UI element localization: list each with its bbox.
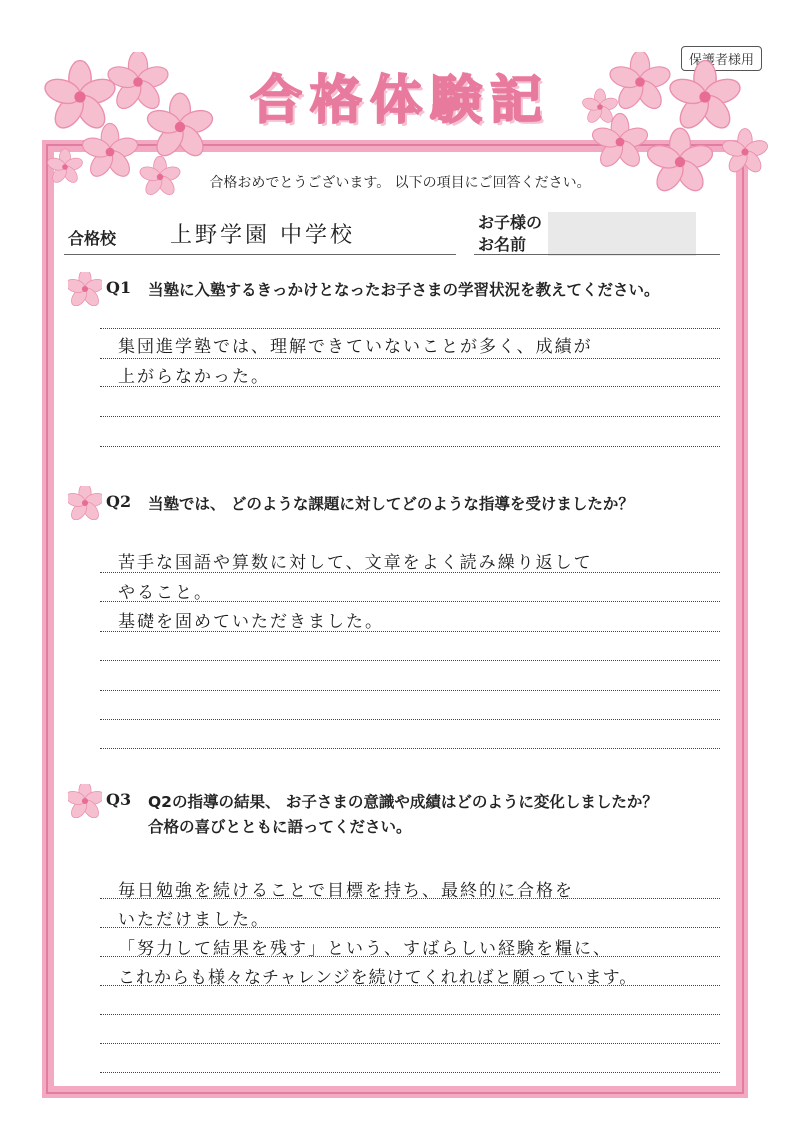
question-number: Q1	[106, 278, 132, 297]
answer-line	[100, 358, 720, 359]
guardian-badge: 保護者様用	[681, 46, 762, 71]
question-3	[72, 790, 658, 840]
answer-line	[100, 1043, 720, 1044]
blossom-bullet-icon	[68, 272, 102, 306]
answer-1-line-2: 上がらなかった。	[118, 367, 270, 387]
intro-text: 合格おめでとうございます。 以下の項目にご回答ください。	[209, 175, 591, 191]
question-text	[148, 790, 658, 840]
answer-2-line-3: 基礎を固めていただきました。	[118, 612, 384, 632]
answer-line	[100, 719, 720, 720]
answer-3-line-1: 毎日勉強を続けることで目標を持ち、最終的に合格を	[118, 881, 574, 901]
answer-line	[100, 416, 720, 417]
answer-line	[100, 1072, 720, 1073]
question-number: Q3	[106, 790, 132, 809]
question-2	[72, 492, 634, 517]
school-label: 合格校	[68, 229, 117, 248]
question-text-line-2: 合格の喜びとともに語ってください。	[148, 818, 412, 836]
answer-2-line-2: やること。	[118, 583, 213, 603]
answer-1-line-1: 集団進学塾では、理解できていないことが多く、成績が	[118, 337, 593, 357]
question-number: Q2	[106, 492, 132, 511]
blossom-bullet-icon	[68, 486, 102, 520]
question-text: 当塾に入塾するきっかけとなったお子さまの学習状況を教えてください。	[148, 281, 660, 299]
school-value: 上野学園 中学校	[170, 223, 355, 248]
question-text-line-1: Q2の指導の結果、 お子さまの意識や成績はどのように変化しましたか？	[148, 793, 658, 811]
answer-line	[100, 328, 720, 329]
child-name-redacted	[548, 212, 696, 256]
answer-3-line-4: これからも様々なチャレンジを続けてくれればと願っています。	[118, 968, 638, 988]
blossom-bullet-icon	[68, 784, 102, 818]
answer-line	[100, 690, 720, 691]
answer-line	[100, 1014, 720, 1015]
child-name-label-2: お名前	[478, 235, 527, 254]
answer-3-line-2: いただけました。	[118, 910, 270, 930]
answer-line	[100, 748, 720, 749]
answer-2-line-1: 苦手な国語や算数に対して、文章をよく読み繰り返して	[118, 553, 593, 573]
school-underline	[64, 254, 456, 255]
child-name-label-1: お子様の	[478, 213, 543, 232]
question-text: 当塾では、 どのような課題に対してどのような指導を受けましたか？	[148, 495, 634, 513]
answer-3-line-3: 「努力して結果を残す」という、すばらしい経験を糧に、	[118, 939, 612, 959]
question-1	[72, 278, 660, 303]
answer-line	[100, 446, 720, 447]
answer-line	[100, 660, 720, 661]
child-name-underline	[474, 254, 720, 255]
page-title: 合格体験記	[249, 71, 550, 131]
